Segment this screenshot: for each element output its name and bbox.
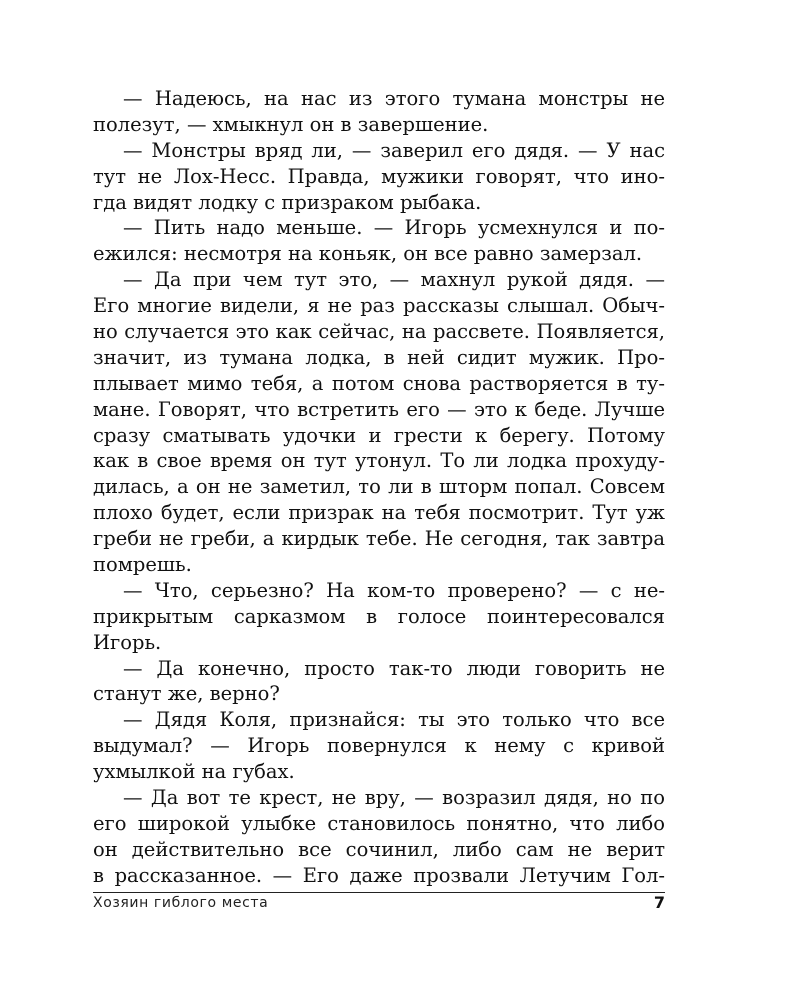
text-line: ухмылкой на губах. [93,760,295,784]
text-line: в рассказанное. — Его даже прозвали Летучим Гол- [93,863,665,887]
text-line: ежился: несмотря на коньяк, он все равно замерзал. [93,242,643,266]
text-line: полезут, — хмыкнул он в завершение. [93,112,489,136]
text-line: — Что, серьезно? На ком-то проверено? — с не- [123,578,665,602]
text-line: — Да при чем тут это, — махнул рукой дядя. — [123,268,665,292]
text-line: дилась, а он не заметил, то ли в шторм попал. Совсем [93,475,665,499]
text-line: плохо будет, если призрак на тебя посмотрит. Тут уж [93,501,665,525]
text-line: выдумал? — Игорь повернулся к нему с кривой [93,734,665,758]
page-number: 7 [653,893,665,912]
body-text [93,86,665,889]
text-line: тут не Лох-Несс. Правда, мужики говорят, что ино- [93,164,665,188]
text-line: — Дядя Коля, признайся: ты это только что все [123,708,665,732]
text-line: Игорь. [93,630,162,654]
footer-divider [93,892,665,893]
text-line: — Надеюсь, на нас из этого тумана монстры не [123,87,665,110]
text-line: — Пить надо меньше. — Игорь усмехнулся и по- [123,216,665,240]
text-line: помрешь. [93,553,192,577]
text-line: значит, из тумана лодка, в ней сидит мужик. Про- [93,345,665,369]
text-line: прикрытым сарказмом в голосе поинтересовался [93,604,665,628]
text-line: но случается это как сейчас, на рассвете. Появляется, [93,320,665,344]
text-line: плывает мимо тебя, а потом снова растворяется в ту- [93,371,665,395]
text-line: мане. Говорят, что встретить его — это к беде. Лучше [93,397,665,421]
text-line: станут же, верно? [93,682,280,706]
text-line: — Да конечно, просто так-то люди говорить не [123,656,665,680]
text-line: Его многие видели, я не раз рассказы слышал. Обыч- [93,294,665,318]
text-line: — Монстры вряд ли, — заверил его дядя. — У нас [123,138,665,162]
text-line: его широкой улыбке становилось понятно, что либо [93,811,665,835]
text-line: греби не греби, а кирдык тебе. Не сегодня, так завтра [93,527,665,551]
text-line: — Да вот те крест, не вру, — возразил дядя, но по [123,786,665,810]
text-line: гда видят лодку с призраком рыбака. [93,190,482,214]
running-footer-title: Хозяин гиблого места [93,895,269,911]
text-line: он действительно все сочинил, либо сам не верит [93,837,665,861]
text-line: как в свое время он тут утонул. То ли лодка прохуду- [93,449,665,473]
text-line: сразу сматывать удочки и грести к берегу. Потому [93,423,665,447]
